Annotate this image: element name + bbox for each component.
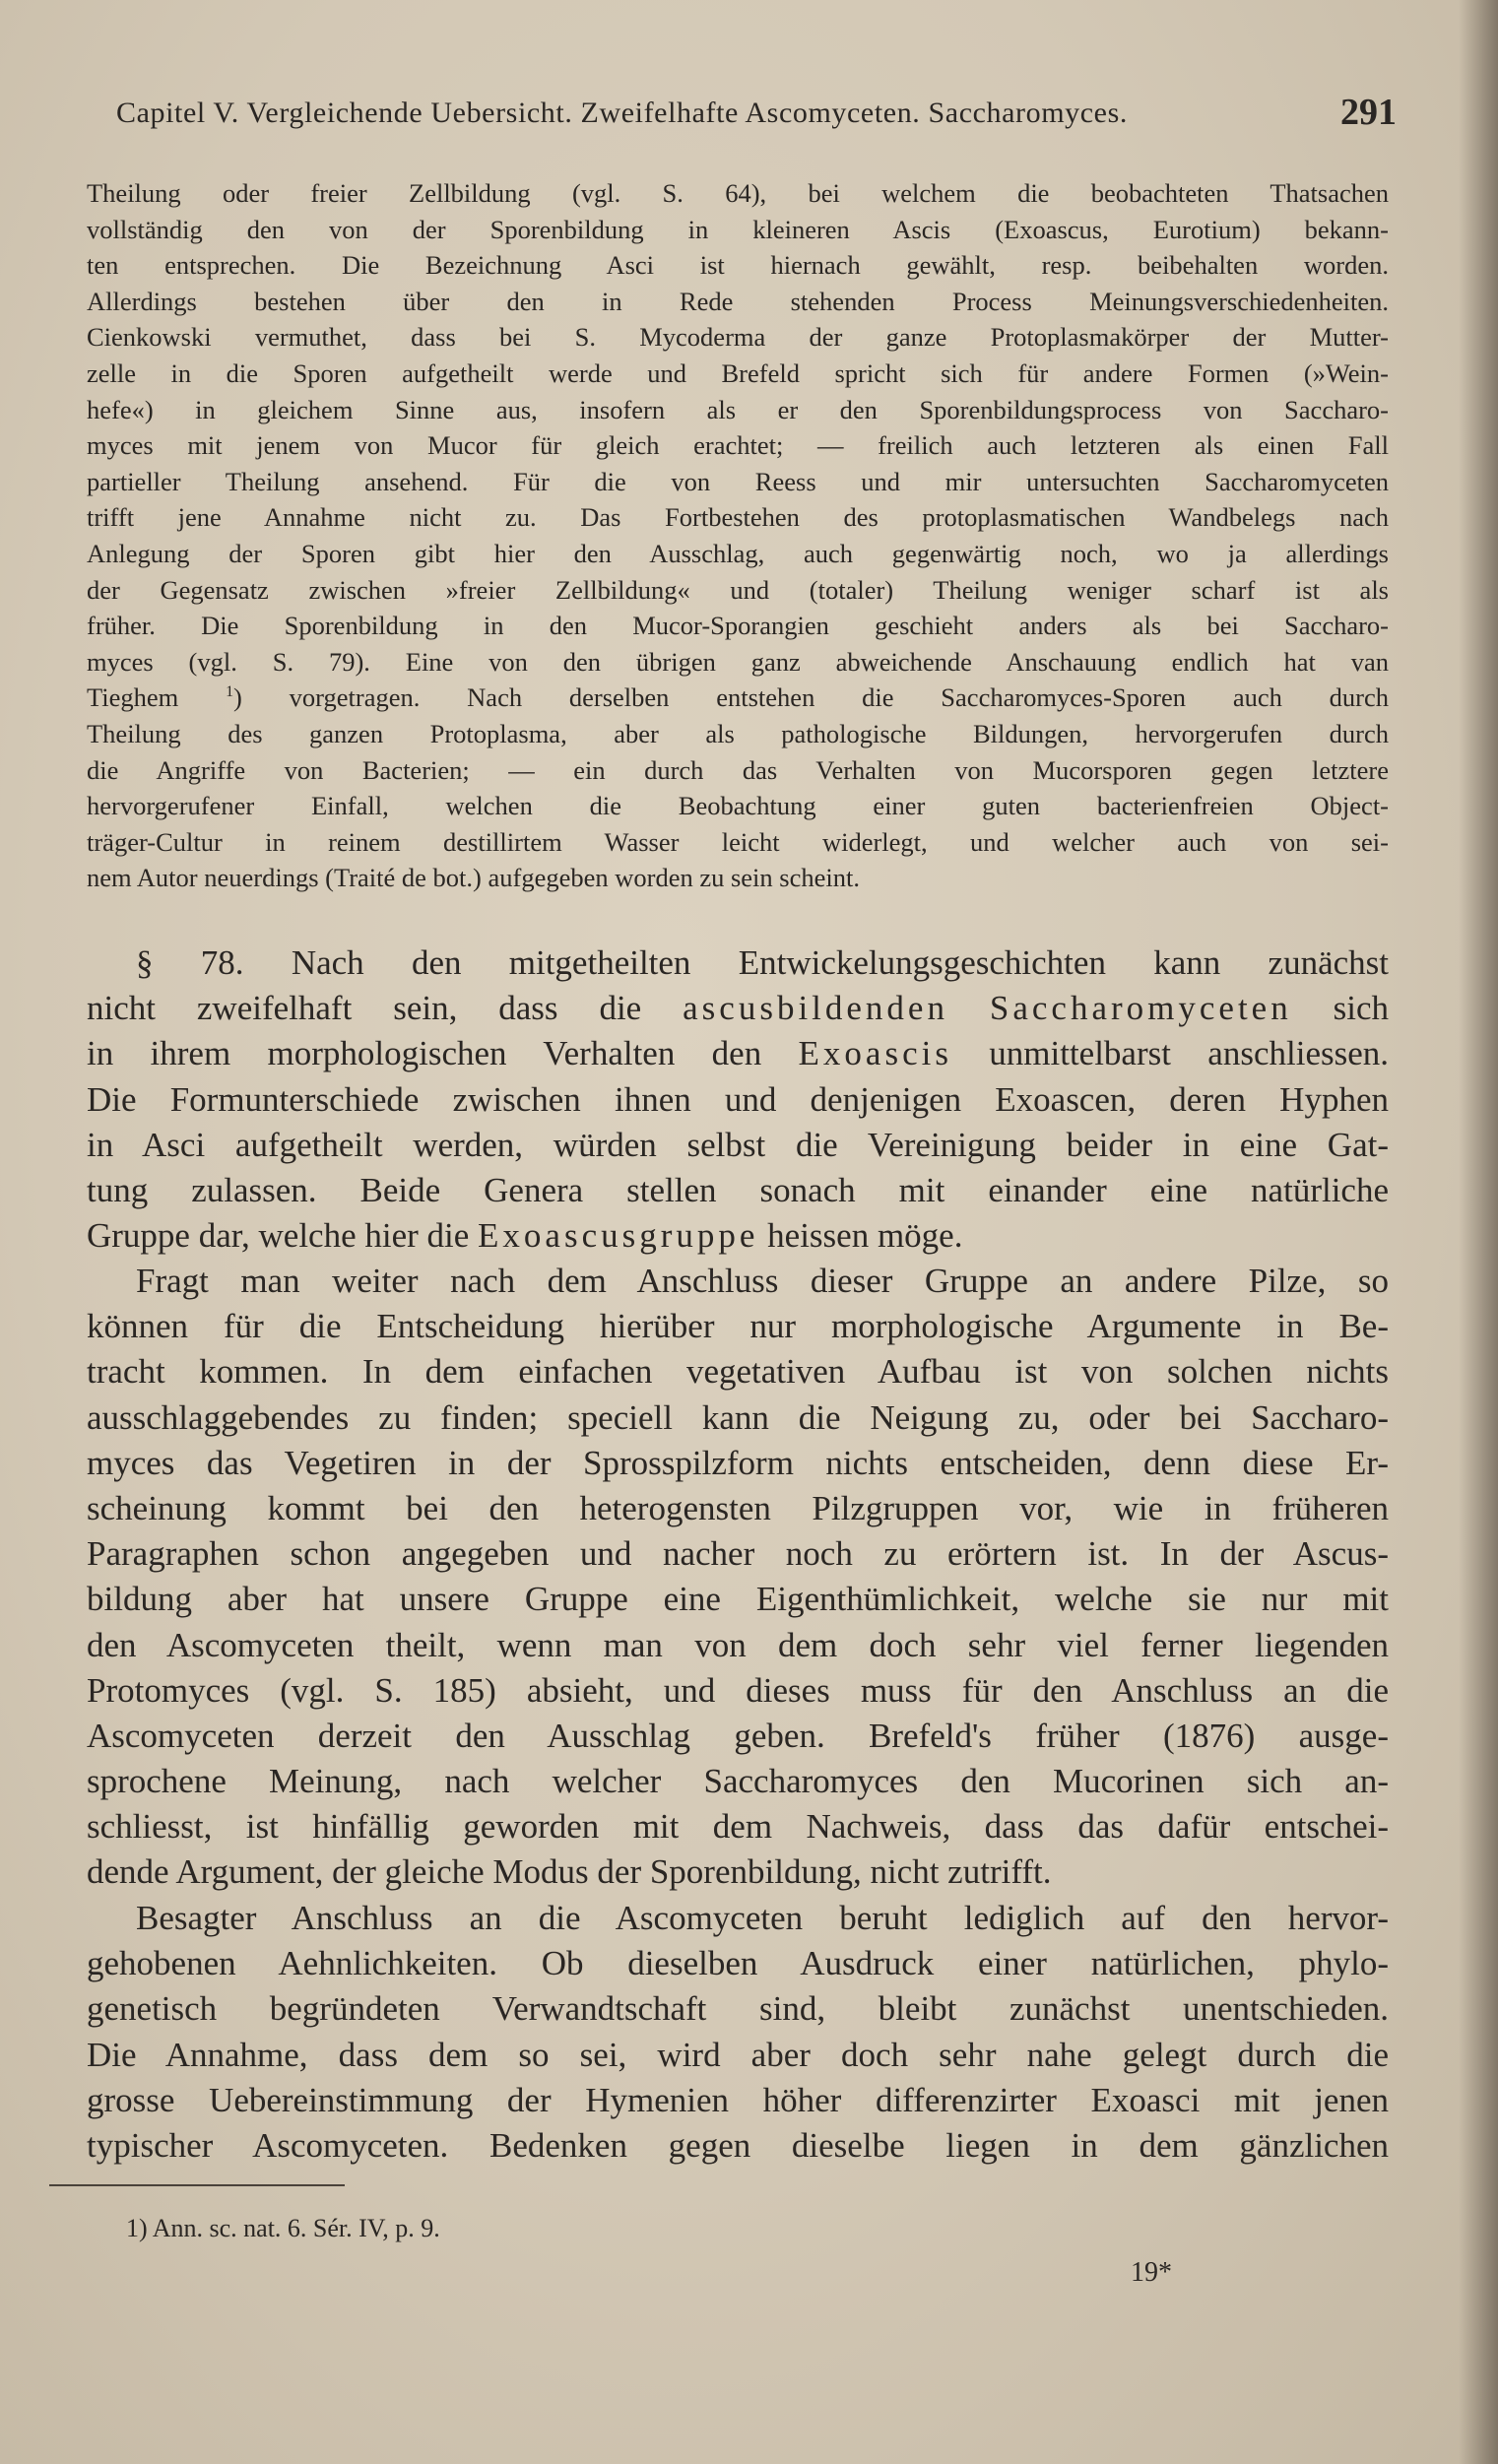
text-line: myces das Vegetiren in der Sprosspilzform nichts entscheiden, denn diese Er- — [87, 1443, 1389, 1482]
text-line: Fragt man weiter nach dem Anschluss dieser Gruppe an andere Pilze, so — [136, 1262, 1389, 1300]
page-edge-shadow — [1459, 0, 1498, 2464]
text-line: ausschlaggebendes zu finden; speciell kann die Neigung zu, oder bei Saccharo- — [87, 1397, 1389, 1437]
text-line: die Angriffe von Bacterien; — ein durch das Verhalten von Mucorsporen gegen letztere — [87, 754, 1389, 785]
text-line: Besagter Anschluss an die Ascomyceten beruht lediglich auf den hervor- — [136, 1899, 1389, 1937]
text-line: in Asci aufgetheilt werden, würden selbst die Vereinigung beider in eine Gat- — [87, 1125, 1389, 1164]
text-line: Ascomyceten derzeit den Ausschlag geben. Brefeld's früher (1876) ausge- — [87, 1716, 1389, 1755]
text-line: bildung aber hat unsere Gruppe eine Eigenthümlichkeit, welche sie nur mit — [87, 1580, 1389, 1619]
sheet-signature: 19* — [1131, 2257, 1172, 2288]
body-paragraph — [87, 1896, 1389, 2169]
text-line: tung zulassen. Beide Genera stellen sonach mit einander eine natürliche — [87, 1170, 1389, 1209]
text-span — [948, 989, 990, 1027]
section-78-paragraph — [87, 940, 1389, 1259]
text-line: zelle in die Sporen aufgetheilt werde und Brefeld spricht sich für andere Formen (»Wein- — [87, 357, 1389, 388]
text-line — [87, 680, 1389, 716]
text-line: Theilung oder freier Zellbildung (vgl. S. 64), bei welchem die beobachteten Thatsachen — [87, 178, 1389, 208]
text-line: dende Argument, der gleiche Modus der Sporenbildung, nicht zutrifft. — [87, 1852, 1052, 1892]
text-line: hervorgerufener Einfall, welchen die Beobachtung einer guten bacterienfreien Object- — [87, 791, 1389, 821]
text-line: nem Autor neuerdings (Traité de bot.) aufgegeben worden zu sein scheint. — [87, 863, 860, 893]
text-line: Die Formunterschiede zwischen ihnen und denjenigen Exoascen, deren Hyphen — [87, 1079, 1389, 1119]
text-span: heissen möge. — [758, 1216, 963, 1256]
text-line: Allerdings bestehen über den in Rede stehenden Process Meinungsverschiedenheiten. — [87, 286, 1389, 316]
text-line: sprochene Meinung, nach welcher Saccharomyces den Mucorinen sich an- — [87, 1762, 1389, 1801]
footnote: 1) Ann. sc. nat. 6. Sér. IV, p. 9. — [126, 2214, 440, 2242]
text-span: Tieghem — [87, 682, 227, 713]
text-line: ten entsprechen. Die Bezeichnung Asci ist hiernach gewählt, resp. beibehalten worden. — [87, 250, 1389, 281]
text-line: Theilung des ganzen Protoplasma, aber als pathologische Bildungen, hervorgerufen durch — [87, 718, 1389, 748]
text-line: Die Annahme, dass dem so sei, wird aber doch sehr nahe gelegt durch die — [87, 2035, 1389, 2074]
text-span: unmittelbarst anschliessen. — [951, 1034, 1389, 1073]
text-line: Cienkowski vermuthet, dass bei S. Mycoderma der ganze Protoplasmakörper der Mutter- — [87, 322, 1389, 353]
text-line: scheinung kommt bei den heterogensten Pilzgruppen vor, wie in früheren — [87, 1488, 1389, 1527]
spaced-term: Exoascis — [798, 1034, 952, 1073]
footnote-reference: 1 — [226, 683, 234, 701]
text-span: sich — [1291, 989, 1389, 1028]
page-number: 291 — [1340, 92, 1397, 133]
text-line: tracht kommen. In dem einfachen vegetativen Aufbau ist von solchen nichts — [87, 1352, 1389, 1392]
spaced-term: Exoascusgruppe — [478, 1216, 759, 1256]
text-span: ) vorgetragen. Nach derselben entstehen die Saccharomyces-Sporen auch durch — [233, 682, 1390, 713]
spaced-term: ascusbildenden — [683, 989, 948, 1028]
text-line: gehobenen Aehnlichkeiten. Ob dieselben Ausdruck einer natürlichen, phylo- — [87, 1944, 1389, 1983]
text-line: § 78. Nach den mitgetheilten Entwickelungsgeschichten kann zunächst — [136, 943, 1389, 982]
text-line: früher. Die Sporenbildung in den Mucor-Sporangien geschieht anders als bei Saccharo- — [87, 611, 1389, 641]
text-line: partieller Theilung ansehend. Für die von Reess und mir untersuchten Saccharomyceten — [87, 466, 1389, 496]
text-line: Paragraphen schon angegeben und nacher noch zu erörtern ist. In der Ascus- — [87, 1534, 1389, 1574]
text-line — [87, 1031, 1389, 1076]
text-span: nicht zweifelhaft sein, dass die — [87, 989, 684, 1028]
text-line: typischer Ascomyceten. Bedenken gegen dieselbe liegen in dem gänzlichen — [87, 2125, 1389, 2165]
text-line: hefe«) in gleichem Sinne aus, insofern als er den Sporenbildungsprocess von Saccharo- — [87, 394, 1389, 424]
text-line: schliesst, ist hinfällig geworden mit dem Nachweis, dass das dafür entschei- — [87, 1807, 1389, 1847]
text-line: träger-Cultur in reinem destillirtem Wasser leicht widerlegt, und welcher auch von sei- — [87, 826, 1389, 857]
running-head: Capitel V. Vergleichende Uebersicht. Zweifelhafte Ascomyceten. Saccharomyces. — [116, 97, 1128, 129]
text-line: Protomyces (vgl. S. 185) absieht, und dieses muss für den Anschluss an die — [87, 1670, 1389, 1710]
text-span: in ihrem morphologischen Verhalten den — [87, 1034, 799, 1073]
text-line: myces mit jenem von Mucor für gleich erachtet; — freilich auch letzteren als einen Fall — [87, 430, 1389, 461]
text-line: grosse Uebereinstimmung der Hymenien höher differenzirter Exoasci mit jenen — [87, 2080, 1389, 2119]
text-line: vollständig den von der Sporenbildung in kleineren Ascis (Exoascus, Eurotium) bekann- — [87, 214, 1389, 244]
footnote-divider — [49, 2184, 345, 2186]
text-line: können für die Entscheidung hierüber nur morphologische Argumente in Be- — [87, 1307, 1389, 1346]
text-line: Anlegung der Sporen gibt hier den Ausschlag, auch gegenwärtig noch, wo ja allerdings — [87, 538, 1389, 568]
text-line — [87, 986, 1389, 1031]
text-line: den Ascomyceten theilt, wenn man von dem doch sehr viel ferner liegenden — [87, 1625, 1389, 1664]
small-print-paragraph — [87, 175, 1389, 896]
page-header — [116, 91, 1397, 140]
body-paragraph — [87, 1259, 1389, 1896]
text-line: trifft jene Annahme nicht zu. Das Fortbestehen des protoplasmatischen Wandbelegs nach — [87, 502, 1389, 533]
spaced-term: Saccharomyceten — [989, 989, 1292, 1028]
text-line — [87, 1213, 1389, 1259]
text-line: genetisch begründeten Verwandtschaft sind, bleibt zunächst unentschieden. — [87, 1989, 1389, 2029]
text-span: Gruppe dar, welche hier die — [87, 1216, 479, 1256]
text-line: der Gegensatz zwischen »freier Zellbildung« und (totaler) Theilung weniger scharf ist als — [87, 574, 1389, 605]
text-line: myces (vgl. S. 79). Eine von den übrigen ganz abweichende Anschauung endlich hat van — [87, 646, 1389, 677]
